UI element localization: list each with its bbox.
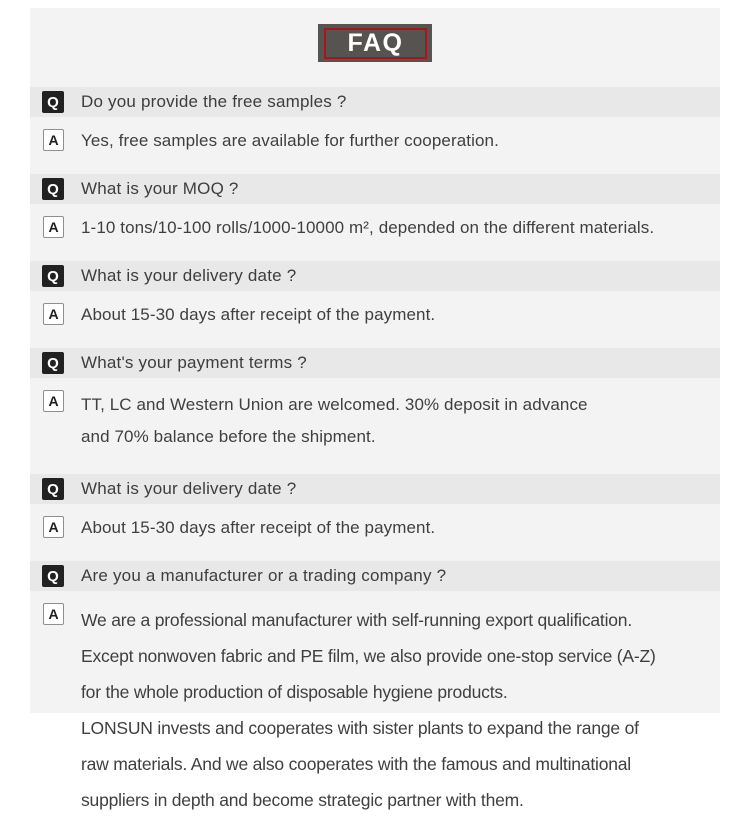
answer-row	[30, 302, 720, 327]
faq-page	[0, 8, 750, 810]
answer-line: suppliers in depth and become strategic partner with them.	[81, 790, 524, 810]
answer-badge-icon: A	[43, 516, 64, 538]
question-badge-icon: Q	[42, 91, 64, 113]
answer-text	[81, 389, 588, 453]
question-badge-icon: Q	[42, 565, 64, 587]
answer-line: LONSUN invests and cooperates with sister plants to expand the range of	[81, 718, 639, 738]
question-badge-icon: Q	[42, 352, 64, 374]
answer-text	[81, 602, 656, 818]
faq-item	[30, 348, 720, 453]
faq-item	[30, 87, 720, 153]
faq-title-row	[30, 24, 720, 62]
question-row	[30, 261, 720, 291]
faq-item	[30, 561, 720, 818]
question-text: What is your delivery date ?	[81, 266, 297, 285]
answer-badge-icon: A	[43, 216, 64, 238]
answer-line: and 70% balance before the shipment.	[81, 427, 376, 446]
answer-row	[30, 128, 720, 153]
answer-badge-icon: A	[43, 303, 64, 325]
answer-row	[30, 215, 720, 240]
answer-badge-icon: A	[43, 603, 64, 625]
answer-text	[81, 215, 654, 240]
answer-row	[30, 389, 720, 453]
faq-item	[30, 261, 720, 327]
faq-list	[30, 87, 720, 818]
question-badge-icon: Q	[42, 178, 64, 200]
answer-line: Yes, free samples are available for further cooperation.	[81, 131, 499, 150]
answer-row	[30, 602, 720, 818]
question-badge-icon: Q	[42, 265, 64, 287]
answer-line: TT, LC and Western Union are welcomed. 30% deposit in advance	[81, 395, 588, 414]
answer-badge-icon: A	[43, 390, 64, 412]
answer-line: for the whole production of disposable hygiene products.	[81, 682, 508, 702]
answer-line: Except nonwoven fabric and PE film, we also provide one-stop service (A-Z)	[81, 646, 656, 666]
answer-text	[81, 128, 499, 153]
answer-badge-icon: A	[43, 129, 64, 151]
question-text: Do you provide the free samples ?	[81, 92, 347, 111]
faq-item	[30, 174, 720, 240]
faq-section	[30, 8, 720, 810]
faq-title: FAQ	[347, 28, 404, 57]
question-badge-icon: Q	[42, 478, 64, 500]
answer-line: About 15-30 days after receipt of the payment.	[81, 305, 436, 324]
answer-line: 1-10 tons/10-100 rolls/1000-10000 m², depended on the different materials.	[81, 218, 655, 237]
answer-text	[81, 302, 435, 327]
question-row	[30, 174, 720, 204]
answer-line: About 15-30 days after receipt of the payment.	[81, 518, 436, 537]
question-row	[30, 348, 720, 378]
question-text: What is your MOQ ?	[81, 179, 239, 198]
faq-item	[30, 474, 720, 540]
question-text: Are you a manufacturer or a trading company ?	[81, 566, 447, 585]
question-row	[30, 474, 720, 504]
question-row	[30, 561, 720, 591]
faq-title-box	[318, 24, 432, 62]
question-text: What's your payment terms ?	[81, 353, 307, 372]
faq-title-border	[324, 28, 427, 59]
question-text: What is your delivery date ?	[81, 479, 297, 498]
answer-row	[30, 515, 720, 540]
answer-line: We are a professional manufacturer with self-running export qualification.	[81, 610, 633, 630]
answer-line: raw materials. And we also cooperates with the famous and multinational	[81, 754, 631, 774]
answer-text	[81, 515, 435, 540]
question-row	[30, 87, 720, 117]
